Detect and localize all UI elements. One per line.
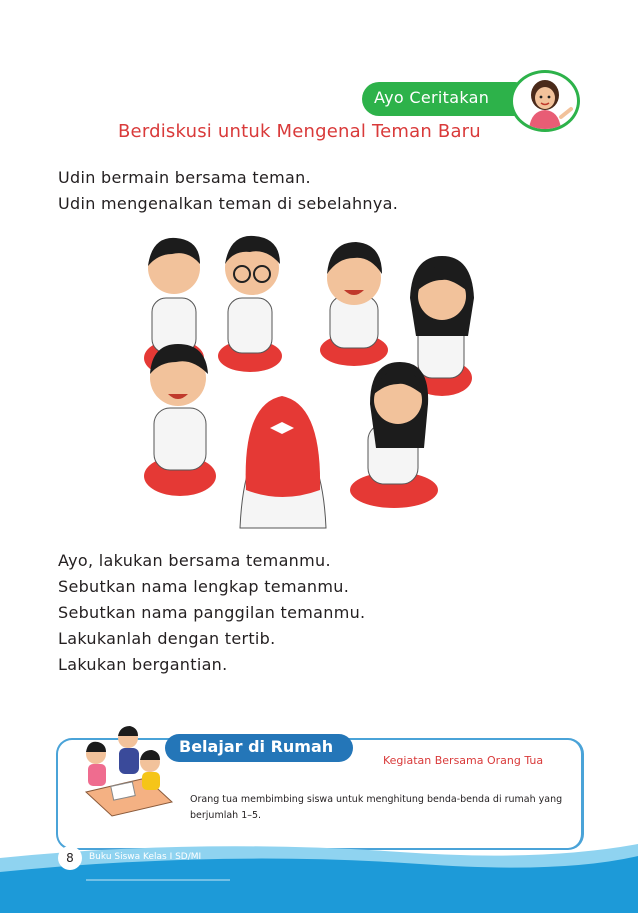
instruction-line: Ayo, lakukan bersama temanmu. bbox=[58, 551, 331, 570]
home-description: Orang tua membimbing siswa untuk menghitung benda-benda di rumah yang berjumlah 1–5. bbox=[190, 794, 563, 821]
intro-line: Udin bermain bersama teman. bbox=[58, 168, 311, 187]
instructions-text bbox=[58, 548, 365, 678]
home-title-tab bbox=[165, 734, 353, 762]
home-title: Belajar di Rumah bbox=[179, 737, 334, 756]
instruction-line: Lakukan bergantian. bbox=[58, 655, 228, 674]
intro-text bbox=[58, 165, 398, 217]
intro-line: Udin mengenalkan teman di sebelahnya. bbox=[58, 194, 399, 213]
badge-pill bbox=[362, 82, 532, 116]
instruction-line: Sebutkan nama lengkap temanmu. bbox=[58, 577, 350, 596]
page-number: 8 bbox=[58, 846, 82, 870]
children-circle-illustration bbox=[132, 228, 482, 546]
section-title: Berdiskusi untuk Mengenal Teman Baru bbox=[118, 121, 481, 142]
family-study-illustration bbox=[76, 722, 176, 818]
instruction-line: Lakukanlah dengan tertib. bbox=[58, 629, 276, 648]
home-subtitle: Kegiatan Bersama Orang Tua bbox=[383, 754, 544, 767]
instruction-line: Sebutkan nama panggilan temanmu. bbox=[58, 603, 366, 622]
footer-band bbox=[0, 838, 638, 913]
book-title: Buku Siswa Kelas I SD/MI bbox=[89, 852, 202, 862]
badge-label: Ayo Ceritakan bbox=[374, 88, 490, 107]
teacher-avatar-icon bbox=[510, 70, 580, 132]
